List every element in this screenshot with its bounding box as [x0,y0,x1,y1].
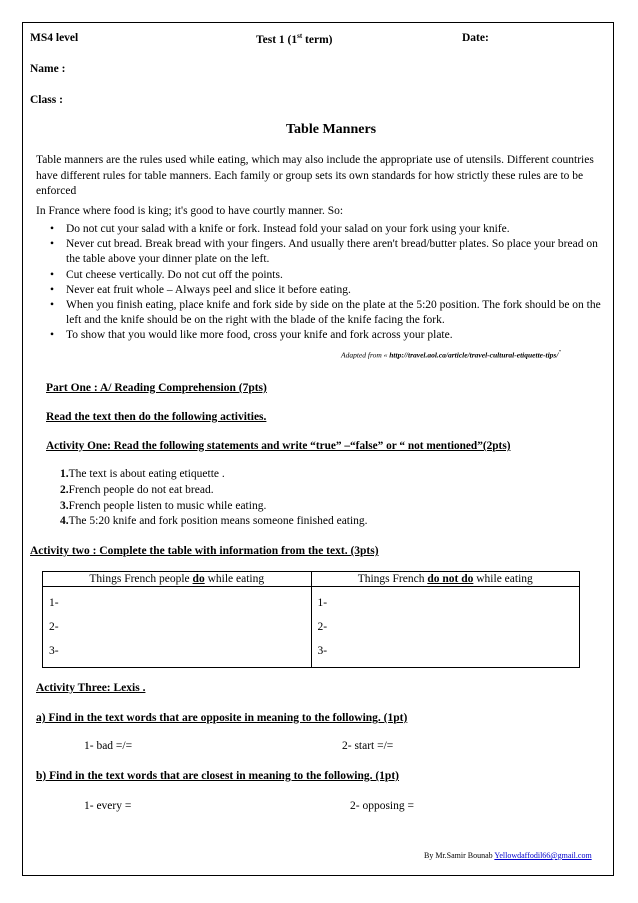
intro-paragraph: Table manners are the rules used while eating, which may also include the appropriate use of utensils. Different countries have different rules for table manners. Each family or group sets its own standards for how strictly these rules are to be enforced [36,154,594,197]
email-link[interactable]: Yellowdaffodil66@gmail.com [494,851,592,860]
table-row-label: 3- [49,645,59,657]
rules-list [36,222,602,344]
list-item: • When you finish eating, place knife and fork side by side on the plate at the 5:20 position. The fork should be on the left and the knife should be on the right with the blade of the knife facing the fork. [36,298,602,328]
table-header-do-not: Things French do not do while eating [311,572,580,587]
instruction-text: Read the text then do the following activities. [46,411,267,423]
date-label: Date: [462,32,489,44]
activity-three-heading: Activity Three: Lexis . [36,682,146,694]
table-row-label: 2- [49,621,59,633]
lexis-a-item-1: 1- bad =/= [84,740,133,752]
level-label: MS4 level [30,32,79,44]
part-one-heading: Part One : A/ Reading Comprehension (7pts) [46,382,267,394]
activity-one-heading: Activity One: Read the following statements and write “true” –“false” or “ not mentioned”(2pts) [46,440,511,452]
footer-credit: By Mr.Samir Bounab Yellowdaffodil66@gmail.com [424,851,592,860]
list-item: • Never cut bread. Break bread with your fingers. And usually there aren't bread/butter plates. So place your bread on the table above your dinner plate on the left. [36,237,602,267]
activity-two-heading: Activity two : Complete the table with information from the text. (3pts) [30,545,379,557]
france-line: In France where food is king; it's good to have courtly manner. So: [36,205,344,217]
source-citation: Adapted from « http://travel.aol.ca/article/travel-cultural-etiquette-tips/" [341,349,562,360]
table-header-do: Things French people do while eating [43,572,312,587]
lexis-b-item-1: 1- every = [84,800,132,812]
table-row-label: 1- [317,597,328,609]
list-item: 4.The 5:20 knife and fork position means someone finished eating. [60,515,368,528]
page-title: Table Manners [286,122,377,137]
answer-table [42,571,580,668]
table-cell-do[interactable] [43,587,312,668]
list-item: • To show that you would like more food, cross your knife and fork across your plate. [36,328,602,343]
lexis-a-heading: a) Find in the text words that are opposite in meaning to the following. (1pt) [36,712,408,724]
list-item: • Do not cut your salad with a knife or fork. Instead fold your salad on your fork using your knife. [36,222,602,237]
lexis-b-heading: b) Find in the text words that are closest in meaning to the following. (1pt) [36,770,399,782]
statements-list [60,467,368,530]
list-item: • Never eat fruit whole – Always peel and slice it before eating. [36,283,602,298]
table-row-label: 2- [317,621,328,633]
list-item: 1.The text is about eating etiquette . [60,468,225,480]
list-item: 3.French people listen to music while eating. [60,499,267,512]
lexis-a-item-2: 2- start =/= [342,740,394,752]
class-label: Class : [30,94,63,106]
table-row-label: 1- [49,597,59,609]
test-label: Test 1 (1st term) [256,32,333,46]
name-label: Name : [30,63,66,75]
table-cell-do-not[interactable] [311,587,580,668]
lexis-b-item-2: 2- opposing = [350,800,414,812]
list-item: • Cut cheese vertically. Do not cut off the points. [36,268,602,283]
table-row-label: 3- [317,645,328,657]
list-item: 2.French people do not eat bread. [60,483,214,496]
